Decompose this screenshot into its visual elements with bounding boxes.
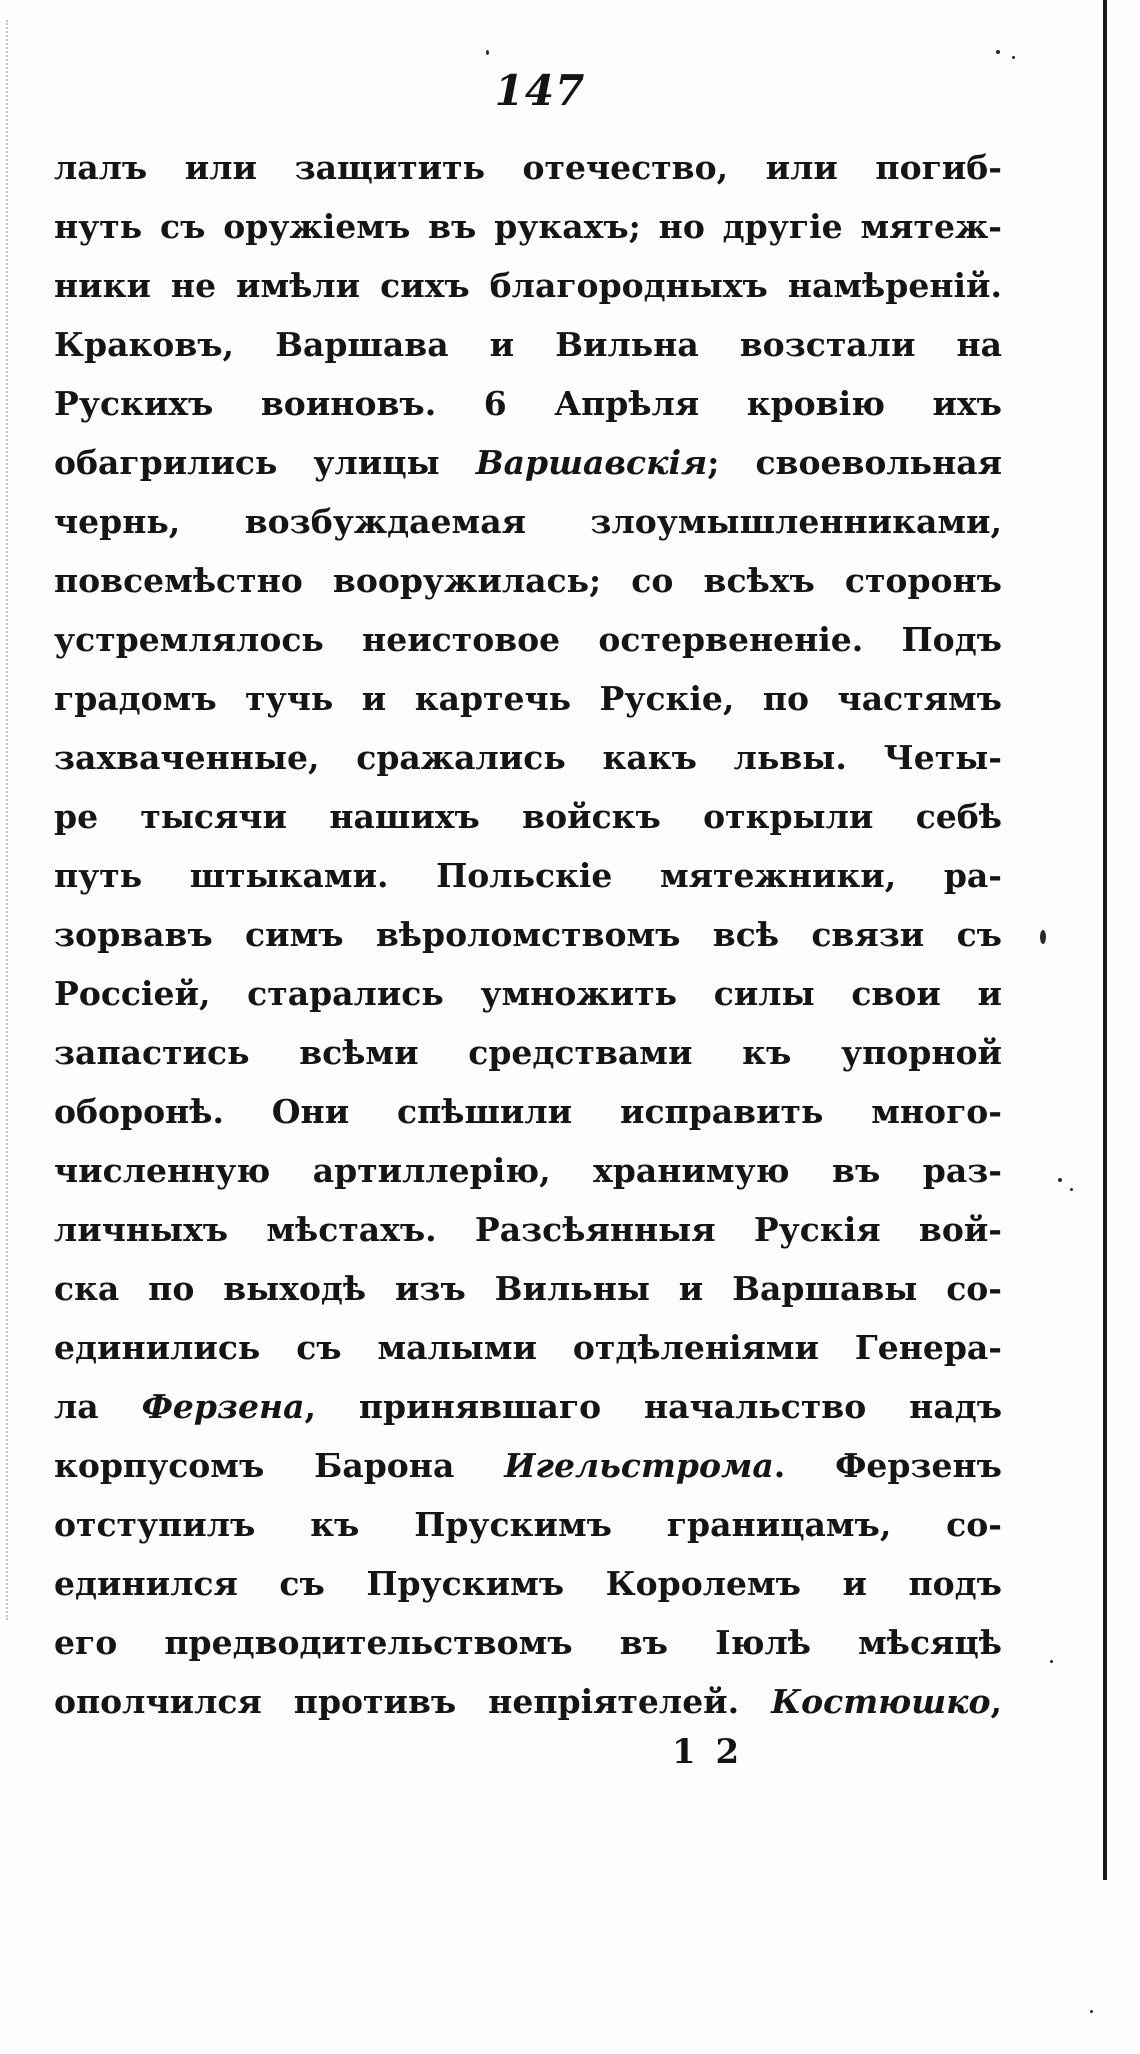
text-line (54, 1023, 1002, 1082)
italic-text-segment: Ферзена (141, 1387, 305, 1426)
text-segment: , принявшаго начальство надъ (304, 1387, 1002, 1426)
text-segment: оборонѣ. Они спѣшили исправить много- (54, 1092, 1002, 1131)
body-text (54, 138, 1002, 1731)
text-segment: Рускихъ воиновъ. 6 Апрѣля кровію ихъ (54, 384, 1002, 423)
text-segment: единились съ малыми отдѣленіями Генера- (54, 1328, 1002, 1367)
scan-speck (1040, 930, 1046, 944)
text-line (54, 1259, 1002, 1318)
left-page-edge (6, 20, 9, 1620)
text-line (54, 492, 1002, 551)
text-segment: устремлялось неистовое остервененіе. Подъ (54, 620, 1002, 659)
text-segment: запастись всѣми средствами къ упорной (54, 1033, 1002, 1072)
text-segment: ла (54, 1387, 142, 1426)
text-segment: нуть съ оружіемъ въ рукахъ; но другіе мятеж- (54, 207, 1002, 246)
text-segment: его предводительствомъ въ Іюлѣ мѣсяцѣ (54, 1623, 1002, 1662)
right-page-edge (1103, 0, 1107, 1880)
text-segment: отступилъ къ Прускимъ границамъ, со- (54, 1505, 1002, 1544)
text-segment: захваченные, сражались какъ львы. Четы- (54, 738, 1002, 777)
text-segment: единился съ Прускимъ Королемъ и подъ (54, 1564, 1002, 1603)
italic-text-segment: Костюшко (771, 1682, 991, 1721)
text-line (54, 1613, 1002, 1672)
scan-speck (1090, 2010, 1093, 2013)
text-line (54, 1495, 1002, 1554)
text-line (54, 256, 1002, 315)
text-line (54, 1200, 1002, 1259)
text-line (54, 1436, 1002, 1495)
text-line (54, 964, 1002, 1023)
text-line (54, 1377, 1002, 1436)
text-line (54, 1141, 1002, 1200)
text-line (54, 905, 1002, 964)
text-line (54, 1082, 1002, 1141)
text-segment: ска по выходѣ изъ Вильны и Варшавы со- (54, 1269, 1002, 1308)
text-segment: ре тысячи нашихъ войскъ открыли себѣ (54, 797, 1002, 836)
scan-speck (486, 50, 489, 55)
text-segment: ополчился противъ непріятелей. (54, 1682, 772, 1721)
page-number: 147 (494, 66, 586, 115)
text-line (54, 374, 1002, 433)
text-line (54, 138, 1002, 197)
text-segment: корпусомъ Барона (54, 1446, 505, 1485)
text-segment: лалъ или защитить отечество, или погиб- (54, 148, 1002, 187)
scan-speck (996, 50, 1000, 54)
scan-speck (1058, 1178, 1062, 1182)
text-segment: обагрились улицы (54, 443, 476, 482)
text-segment: ники не имѣли сихъ благородныхъ намѣреній. (54, 266, 1002, 305)
text-segment: ; своевольная (707, 443, 1002, 482)
text-segment: градомъ тучь и картечь Рускіе, по частямъ (54, 679, 1002, 718)
text-line (54, 846, 1002, 905)
text-segment: чернь, возбуждаемая злоумышленниками, (54, 502, 1002, 541)
text-line (54, 433, 1002, 492)
text-line (54, 1554, 1002, 1613)
text-line (54, 787, 1002, 846)
text-segment: повсемѣстно вооружилась; со всѣхъ сторонъ (54, 561, 1002, 600)
text-segment: путь штыками. Польскіе мятежники, ра- (54, 856, 1002, 895)
scan-speck (1012, 56, 1015, 59)
text-line (54, 728, 1002, 787)
text-line (54, 1672, 1002, 1731)
text-segment: личныхъ мѣстахъ. Разсѣянныя Рускія вой- (54, 1210, 1002, 1249)
text-segment: , (990, 1682, 1002, 1721)
text-segment: зорвавъ симъ вѣроломствомъ всѣ связи съ (54, 915, 1002, 954)
scan-speck (1050, 1660, 1053, 1663)
text-segment: Россіей, старались умножить силы свои и (54, 974, 1002, 1013)
text-line (54, 551, 1002, 610)
text-line (54, 1318, 1002, 1377)
text-line (54, 315, 1002, 374)
text-line (54, 669, 1002, 728)
scan-speck (1070, 1188, 1073, 1191)
text-line (54, 197, 1002, 256)
text-segment: . Ферзенъ (773, 1446, 1002, 1485)
italic-text-segment: Варшавскія (475, 443, 708, 482)
italic-text-segment: Игельстрома (504, 1446, 774, 1485)
text-line (54, 610, 1002, 669)
printer-signature-mark: 1 2 (672, 1732, 744, 1772)
text-segment: численную артиллерію, хранимую въ раз- (54, 1151, 1002, 1190)
text-segment: Краковъ, Варшава и Вильна возстали на (54, 325, 1002, 364)
